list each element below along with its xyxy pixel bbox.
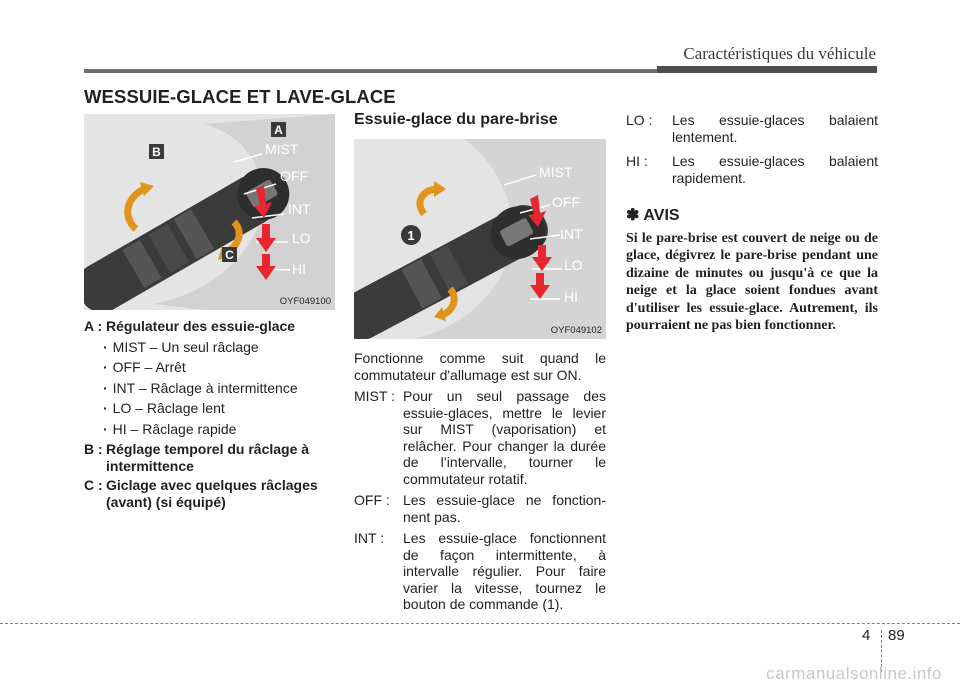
legend-a-key: A : — [84, 318, 103, 334]
legend-a-item: · MIST – Un seul râclage — [84, 339, 339, 356]
wipers-column — [354, 112, 606, 140]
def-int-key: INT : — [354, 530, 385, 546]
label-lo: LO — [292, 230, 311, 246]
label-hi-2: HI — [564, 289, 578, 305]
wipers-heading: Essuie-glace du pare-brise — [354, 111, 558, 128]
running-header: Caractéristiques du véhicule — [683, 44, 876, 63]
legend-b-key: B : — [84, 441, 103, 457]
legend-c-text: Giclage avec quelques râclages (avant) (si équipé) — [106, 477, 318, 510]
wipers-intro: Fonctionne comme suit quand le commutateur d'allumage est sur ON. — [354, 350, 606, 383]
avis-heading-text: AVIS — [643, 207, 680, 224]
def-lo-text: Les essuie-glaces balaient lentement. — [672, 112, 878, 145]
label-off: OFF — [280, 168, 308, 184]
label-int: INT — [288, 201, 311, 217]
badge-b-label: B — [152, 145, 161, 159]
legend-b-text: Réglage temporel du râclage à intermittence — [106, 441, 310, 474]
section-title: WESSUIE-GLACE ET LAVE-GLACE — [84, 86, 396, 107]
def-off-key: OFF : — [354, 492, 390, 508]
badge-a-label: A — [274, 123, 283, 137]
legend-c — [84, 477, 339, 510]
legend-a — [84, 318, 339, 335]
wipers-text — [354, 348, 606, 613]
def-lo — [626, 112, 878, 145]
label-mist: MIST — [265, 141, 299, 157]
wiper-lever-figure-2 — [354, 139, 606, 339]
label-off-2: OFF — [552, 194, 580, 210]
legend-a-item: · INT – Râclage à intermittence — [84, 380, 339, 397]
page-number: 89 — [888, 627, 905, 644]
def-mist-text: Pour un seul passage des essuie-glaces, mettre le levier sur MIST (vaporisation) et relâcher. Pour changer la durée de l’intervalle, tourner le commutateur rotatif. — [403, 388, 606, 487]
legend-a-item: · HI – Râclage rapide — [84, 421, 339, 438]
chapter-number: 4 — [862, 627, 871, 644]
watermark: carmanualsonline.info — [766, 664, 942, 683]
def-mist-key: MIST : — [354, 388, 395, 404]
header-rule — [84, 69, 877, 73]
legend-a-item: · OFF – Arrêt — [84, 359, 339, 376]
figure-code-2: OYF049102 — [550, 325, 602, 336]
footer-rule — [0, 623, 960, 624]
label-mist-2: MIST — [539, 164, 573, 180]
def-mist — [354, 388, 606, 487]
def-hi-key: HI : — [626, 153, 648, 169]
label-int-2: INT — [560, 226, 583, 242]
label-hi: HI — [292, 261, 306, 277]
legend-a-item: · LO – Râclage lent — [84, 400, 339, 417]
def-lo-key: LO : — [626, 112, 653, 128]
legend-column — [84, 318, 339, 512]
def-off — [354, 492, 606, 525]
legend-c-key: C : — [84, 477, 103, 493]
wiper-lever-labels-2 — [354, 139, 606, 339]
avis-heading — [626, 208, 878, 225]
speeds-column — [626, 112, 878, 335]
badge-1-label: 1 — [407, 228, 415, 243]
def-int-text: Les essuie-glace fonctionnent de façon intermittente, à intervalle régulier. Pour faire varier la vitesse, tournez le bouton de commande (1). — [403, 530, 606, 612]
avis-body: Si le pare-brise est couvert de neige ou de glace, dégivrez le pare-brise pendant une dizaine de minutes ou jusqu'à ce que la neige et la glace soient fondues avant d'utiliser les essuie-glace. Autrement, ils pourraient ne pas bien fonctionner. — [626, 230, 878, 333]
figure-code: OYF049100 — [279, 296, 331, 307]
legend-a-text: Régulateur des essuie-glace — [106, 318, 296, 334]
label-lo-2: LO — [564, 257, 583, 273]
def-off-text: Les essuie-glace ne fonction- nent pas. — [403, 492, 606, 525]
legend-b — [84, 441, 339, 474]
avis-mark-icon: ✽ — [626, 207, 640, 224]
wiper-lever-figure-1 — [84, 114, 335, 310]
badge-c-label: C — [225, 248, 234, 262]
wiper-lever-labels-1 — [84, 114, 335, 310]
def-int — [354, 530, 606, 613]
def-hi-text: Les essuie-glaces balaient rapidement. — [672, 153, 878, 186]
def-hi — [626, 153, 878, 186]
